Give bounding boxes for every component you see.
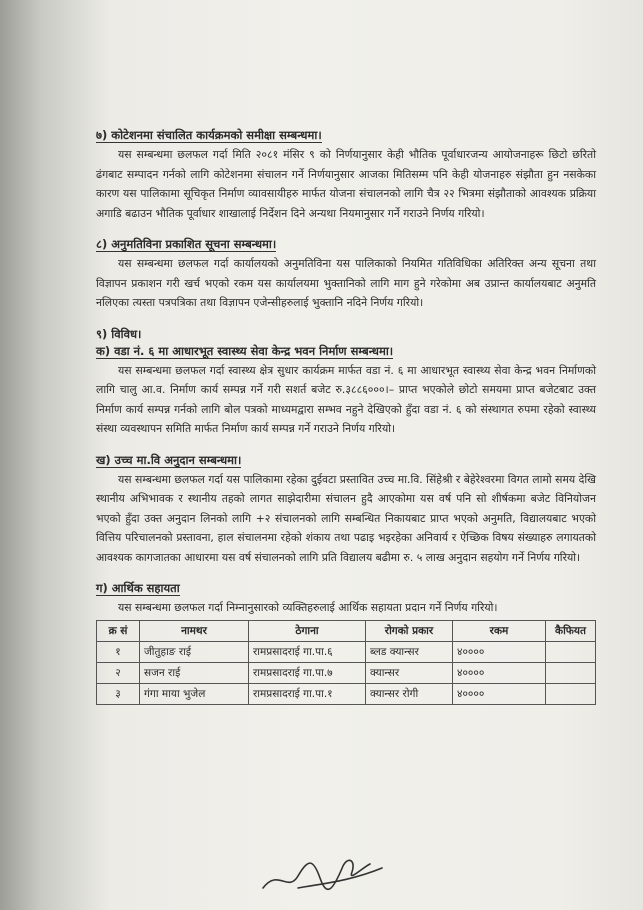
cell-amount: ४०००० [453, 683, 546, 704]
col-serial: क्र सं [97, 620, 140, 641]
table-row [97, 662, 596, 683]
section-ka-body: यस सम्बन्धमा छलफल गर्दा स्वास्थ्य क्षेत्र सुधार कार्यक्रम मार्फत वडा नं. ६ मा आधारभूत स्वास्थ्य सेवा केन्द्र भवन निर्माणको लागि चालु आ.व. निर्माण कार्य सम्पन्न गर्ने गरी सशर्त बजेट रु.३८८६०००।– प्राप्त भएकोले छोटो समयमा प्राप्त बजेटबाट उक्त निर्माण कार्य सम्पन्न गर्नको लागि बोल पत्रको माध्यमद्वारा सम्भव नहुने देखिएको हुँदा वडा नं. ६ को संस्थागत रुपमा रहेको स्वास्थ्य संस्था व्यवस्थापन समिति मार्फत निर्माण कार्य सम्पन्न गर्ने गराउने निर्णय गरियो। [96, 363, 596, 435]
cell-name: जीतुहाङ राई [140, 641, 249, 662]
section-ka-title: क) वडा नं. ६ मा आधारभूत स्वास्थ्य सेवा केन्द्र भवन निर्माण सम्बन्धमा। [96, 343, 394, 358]
section-8-body: यस सम्बन्धमा छलफल गर्दा कार्यालयको अनुमतिविना यस पालिकाको नियमित गतिविधिका अतिरिक्त अन्य सूचना तथा विज्ञापन प्रकाशन गरी खर्च भएको रकम यस कार्यालयमा भुक्तानिको लागि माग हुने गरेकोमा अब उप्रान्त कार्यालयबाट अनुमति नलिएका त्यस्ता पत्रपत्रिका तथा विज्ञापन एजेन्सीहरुलाई भुक्तानि नदिने निर्णय गरियो। [96, 257, 596, 309]
col-amount: रकम [453, 620, 546, 641]
cell-serial: १ [97, 641, 140, 662]
col-remarks: कैफियत [546, 620, 596, 641]
signature-icon [258, 838, 388, 898]
cell-address: रामप्रसादराई गा.पा.६ [249, 641, 366, 662]
section-7-title: ७) कोटेशनमा संचालित कार्यक्रमको समीक्षा सम्बन्धमा। [96, 128, 322, 142]
section-kha-body: यस सम्बन्धमा छलफल गर्दा यस पालिकामा रहेका दुईवटा प्रस्तावित उच्च मा.वि. सिंहेश्री र बेहेरेश्वरमा विगत लामो समय देखि स्थानीय अभिभावक र स्थानीय तहको लागत साझेदारीमा संचालन हुदै आएकोमा यस वर्ष पनि सो शीर्षकमा बजेट विनियोजन भएको हुँदा उक्त अनुदान लिनको लागि +२ संचालनको लागि सम्बन्धित निकायबाट प्राप्त भएको अनुमति, विद्यालयबाट भएको वित्तिय परिचालनको प्रस्तावना, हाल संचालनमा रहेको शंकाय तथा पढाइ भइरहेका अनिवार्य र ऐच्छिक विषय संख्याहरु लगायतको आवश्यक कागजातका आधारमा यस वर्ष संचालनको लागि प्रति विद्यालय बढीमा रु. ५ लाख अनुदान सहयोग गर्ने निर्णय गरियो। [96, 472, 596, 564]
col-name: नामथर [140, 620, 249, 641]
cell-amount: ४०००० [453, 641, 546, 662]
document-body [96, 128, 596, 705]
cell-remarks [546, 662, 596, 683]
cell-address: रामप्रसादराई गा.पा.७ [249, 662, 366, 683]
table-row [97, 641, 596, 662]
section-ga-body: यस सम्बन्धमा छलफल गर्दा निम्नानुसारको व्यक्तिहरुलाई आर्थिक सहायता प्रदान गर्ने निर्णय गरियो। [118, 601, 498, 614]
table-header-row [97, 620, 596, 641]
col-address: ठेगाना [249, 620, 366, 641]
col-disease: रोगको प्रकार [366, 620, 453, 641]
financial-aid-table [96, 620, 596, 705]
cell-remarks [546, 683, 596, 704]
cell-remarks [546, 641, 596, 662]
section-9-title: ९) विविध। [96, 326, 142, 341]
section-ga-title: ग) आर्थिक सहायता [96, 581, 180, 595]
cell-disease: ब्लड क्यान्सर [366, 641, 453, 662]
section-8-title: ८) अनुमतिविना प्रकाशित सूचना सम्बन्धमा। [96, 237, 277, 251]
cell-address: रामप्रसादराई गा.पा.१ [249, 683, 366, 704]
table-row [97, 683, 596, 704]
cell-serial: २ [97, 662, 140, 683]
cell-amount: ४०००० [453, 662, 546, 683]
cell-disease: क्यान्सर [366, 662, 453, 683]
section-7-body: यस सम्बन्धमा छलफल गर्दा मिति २०८१ मंसिर ९ को निर्णयानुसार केही भौतिक पूर्वाधारजन्य आयोजनाहरू छिटो छरितो ढंगबाट सम्पादन गर्नको लागि कोटेशनमा संचालन गर्ने निर्णयानुसार आजका मितिसम्म पनि केही योजनाहरु संझौता हुन नसकेका कारण यस पालिकामा सूचिकृत निर्माण व्यावसायीहरु मार्फत योजना संचालनको लागि चैत्र २२ भित्रमा संझौताको आवश्यक प्रक्रिया अगाडि बढाउन भौतिक पूर्वाधार शाखालाई निर्देशन दिने अन्यथा नियमानुसार गर्ने गराउने निर्णय गरियो। [96, 148, 596, 220]
cell-serial: ३ [97, 683, 140, 704]
cell-name: सजन राई [140, 662, 249, 683]
section-kha-title: ख) उच्च मा.वि अनुदान सम्बन्धमा। [96, 452, 242, 467]
cell-disease: क्यान्सर रोगी [366, 683, 453, 704]
cell-name: गंगा माया भुजेल [140, 683, 249, 704]
